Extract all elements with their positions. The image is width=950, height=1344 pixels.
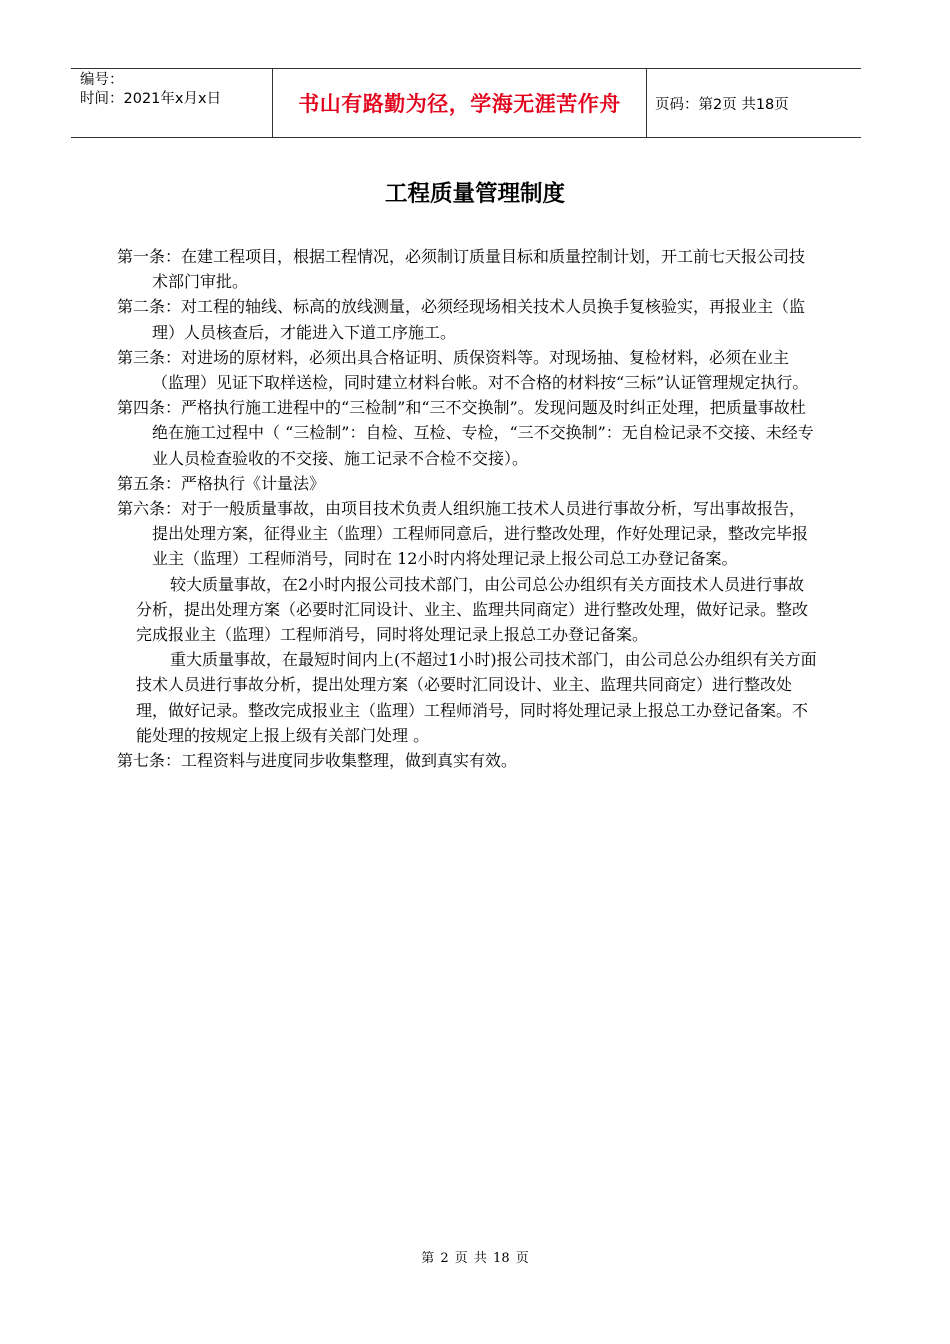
article-7: 第七条：工程资料与进度同步收集整理，做到真实有效。 [117, 751, 518, 771]
header-meta [71, 69, 273, 137]
article-2: 第二条：对工程的轴线、标高的放线测量，必须经现场相关技术人员换手复核验实，再报业主（监理）人员核查后，才能进入下道工序施工。 [117, 297, 806, 342]
document-number-label: 编号： [80, 72, 124, 88]
article-6-major-accident: 较大质量事故，在2小时内报公司技术部门，由公司总公办组织有关方面技术人员进行事故分析，提出处理方案（必要时汇同设计、业主、监理共同商定）进行整改处理，做好记录。整改完成报业主（监理）工程师消号，同时将处理记录上报总工办登记备案。 [136, 574, 809, 645]
header-motto: 书山有路勤为径，学海无涯苦作舟 [298, 92, 621, 116]
article-3: 第三条：对进场的原材料，必须出具合格证明、质保资料等。对现场抽、复检材料，必须在业主（监理）见证下取样送检，同时建立材料台帐。对不合格的材料按“三标”认证管理规定执行。 [117, 347, 809, 393]
article-6-serious-accident: 重大质量事故，在最短时间内上(不超过1小时)报公司技术部门，由公司总公办组织有关方面技术人员进行事故分析，提出处理方案（必要时汇同设计、业主、监理共同商定）进行整改处理，做好记录。整改完成报业主（监理）工程师消号，同时将处理记录上报总工办登记备案。不能处理的按规定上报上级有关部门处理 。 [136, 650, 817, 745]
header-motto-cell [273, 69, 647, 137]
header-page-label: 页码：第2页 共18页 [655, 96, 789, 113]
article-1: 第一条：在建工程项目，根据工程情况，必须制订质量目标和质量控制计划，开工前七天报公司技术部门审批。 [117, 247, 806, 292]
document-title: 工程质量管理制度 [384, 181, 565, 207]
page-footer: 第 2 页 共 18 页 [421, 1251, 529, 1266]
article-4: 第四条：严格执行施工进程中的“三检制”和“三不交换制”。发现问题及时纠正处理，把质量事故杜绝在施工过程中（ “三检制”：自检、互检、专检，“三不交换制”：无自检记录不交接、未经专业人员检查验收的不交接、施工记录不合检不交接）。 [117, 398, 814, 468]
article-6: 第六条：对于一般质量事故，由项目技术负责人组织施工技术人员进行事故分析，写出事故报告，提出处理方案，征得业主（监理）工程师同意后，进行整改处理，作好处理记录，整改完毕报业主（监理）工程师消号，同时在 12小时内将处理记录上报公司总工办登记备案。 [117, 499, 809, 569]
header-page-cell [647, 69, 861, 137]
document-time-label: 时间：2021年x月x日 [80, 91, 222, 107]
header-table [71, 68, 861, 138]
document-body [117, 244, 817, 773]
article-5: 第五条：严格执行《计量法》 [117, 473, 326, 493]
